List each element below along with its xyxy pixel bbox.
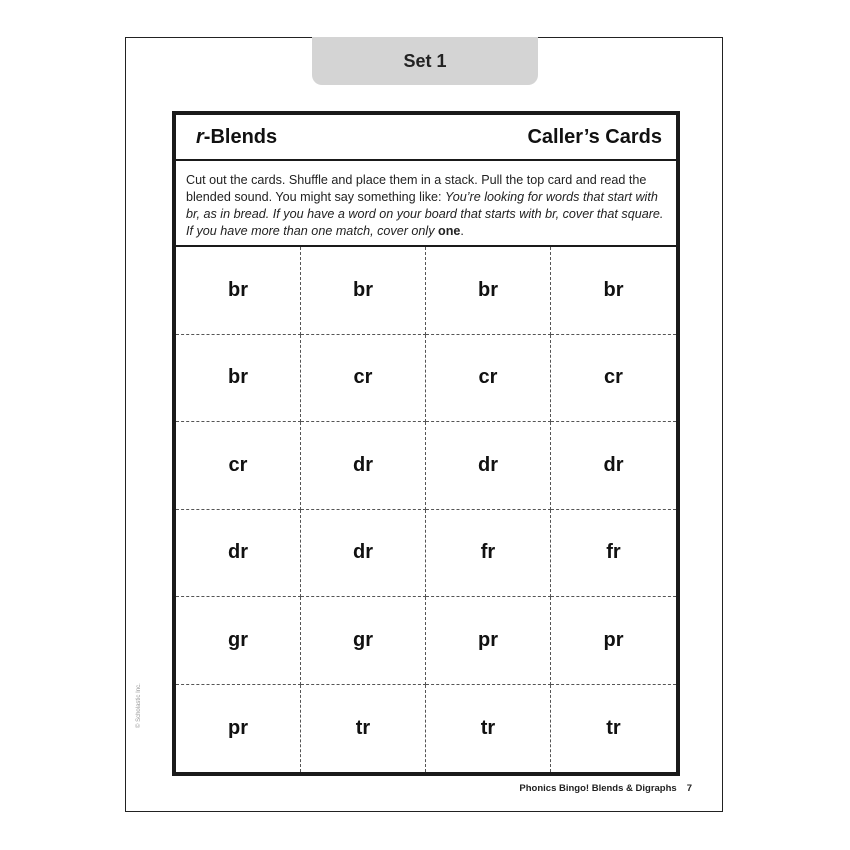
caller-card: dr: [551, 422, 676, 510]
worksheet-page: [125, 37, 723, 812]
caller-card: cr: [176, 422, 301, 510]
instructions-emphasis: one: [438, 224, 461, 238]
page-number: 7: [686, 783, 692, 794]
caller-card: fr: [551, 510, 676, 598]
callers-cards-sheet: [172, 111, 680, 776]
set-tab: Set 1: [312, 37, 538, 85]
caller-card: cr: [301, 335, 426, 423]
caller-card: dr: [176, 510, 301, 598]
caller-card: br: [426, 247, 551, 335]
caller-card: pr: [176, 685, 301, 773]
caller-card: cr: [551, 335, 676, 423]
caller-card: br: [551, 247, 676, 335]
page-footer: [519, 783, 692, 794]
caller-card: tr: [301, 685, 426, 773]
callers-cards-title: Caller’s Cards: [527, 125, 662, 148]
title-suffix: -Blends: [203, 125, 278, 148]
instructions-end: .: [460, 224, 464, 238]
instructions: [176, 161, 676, 247]
caller-card: tr: [606, 716, 621, 739]
sheet-title: [196, 126, 277, 149]
caller-card: dr: [301, 510, 426, 598]
caller-card: pr: [426, 597, 551, 685]
caller-card: br: [176, 335, 301, 423]
card-grid: [176, 247, 676, 772]
copyright-notice: © Scholastic Inc.: [136, 683, 142, 728]
caller-card: dr: [301, 422, 426, 510]
caller-card: cr: [426, 335, 551, 423]
book-title: Phonics Bingo! Blends & Digraphs: [519, 783, 677, 794]
caller-card: br: [301, 247, 426, 335]
caller-card: gr: [301, 597, 426, 685]
caller-card: pr: [551, 597, 676, 685]
caller-card: gr: [176, 597, 301, 685]
instructions-text: Cut out the cards. Shuffle and place them in a stack. Pull the top card and read the blended sound. You might say something like:: [186, 173, 647, 204]
title-prefix: r: [196, 125, 204, 148]
caller-card: fr: [426, 510, 551, 598]
caller-card: br: [176, 247, 301, 335]
sheet-header: [176, 115, 676, 161]
caller-card: dr: [426, 422, 551, 510]
caller-card: tr: [426, 685, 551, 773]
instructions-example: You’re looking for words that start with br, as in bread. If you have a word on your board that starts with br, cover that square. If you have more than one match, cover only: [186, 190, 664, 238]
